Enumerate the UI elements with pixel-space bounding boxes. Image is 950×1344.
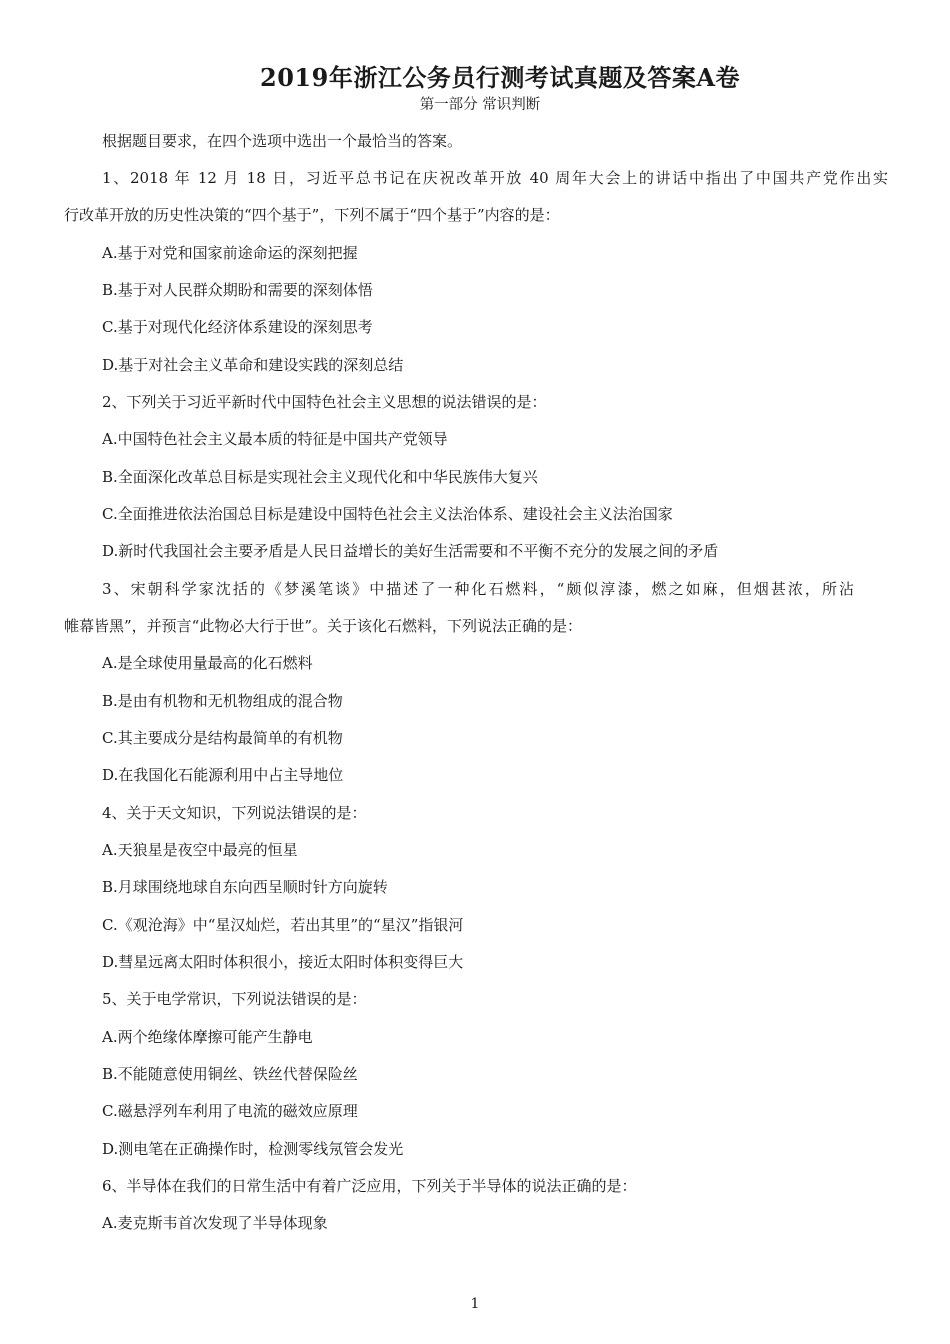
question-1-option-a: A.基于对党和国家前途命运的深刻把握 (102, 244, 358, 262)
question-3-option-b: B.是由有机物和无机物组成的混合物 (102, 692, 343, 710)
page-title: 2019年浙江公务员行测考试真题及答案A卷 (260, 63, 740, 92)
question-4-stem: 4、关于天文知识，下列说法错误的是： (102, 804, 367, 822)
question-2-option-b: B.全面深化改革总目标是实现社会主义现代化和中华民族伟大复兴 (102, 468, 538, 486)
question-1-option-b: B.基于对人民群众期盼和需要的深刻体悟 (102, 281, 373, 299)
question-4-option-d: D.彗星远离太阳时体积很小，接近太阳时体积变得巨大 (102, 953, 464, 971)
question-2-option-c: C.全面推进依法治国总目标是建设中国特色社会主义法治体系、建设社会主义法治国家 (102, 505, 673, 523)
question-2-option-d: D.新时代我国社会主要矛盾是人民日益增长的美好生活需要和不平衡不充分的发展之间的矛盾 (102, 542, 719, 560)
question-6-option-a: A.麦克斯韦首次发现了半导体现象 (102, 1214, 328, 1232)
section-subtitle: 第一部分 常识判断 (419, 97, 541, 113)
question-5-option-a: A.两个绝缘体摩擦可能产生静电 (102, 1028, 313, 1046)
question-1-stem: 1、2018 年 12 月 18 日，习近平总书记在庆祝改革开放 40 周年大会上的讲话中指出了中国共产党作出实 (102, 169, 888, 187)
question-1-option-c: C.基于对现代化经济体系建设的深刻思考 (102, 318, 373, 336)
question-3-option-a: A.是全球使用量最高的化石燃料 (102, 654, 313, 672)
question-5-option-b: B.不能随意使用铜丝、铁丝代替保险丝 (102, 1065, 358, 1083)
question-4-option-a: A.天狼星是夜空中最亮的恒星 (102, 841, 298, 859)
question-5-option-d: D.测电笔在正确操作时，检测零线氖管会发光 (102, 1140, 404, 1158)
question-4-option-b: B.月球围绕地球自东向西呈顺时针方向旋转 (102, 878, 388, 896)
question-5-option-c: C.磁悬浮列车利用了电流的磁效应原理 (102, 1102, 358, 1120)
question-5-stem: 5、关于电学常识，下列说法错误的是： (102, 990, 367, 1008)
question-1-option-d: D.基于对社会主义革命和建设实践的深刻总结 (102, 356, 404, 374)
question-1-stem-cont: 行改革开放的历史性决策的“四个基于”，下列不属于“四个基于”内容的是： (64, 206, 560, 224)
question-3-stem: 3、宋朝科学家沈括的《梦溪笔谈》中描述了一种化石燃料，“颇似淳漆，燃之如麻，但烟甚浓，所沾 (102, 580, 854, 598)
question-2-stem: 2、下列关于习近平新时代中国特色社会主义思想的说法错误的是： (102, 393, 547, 411)
page-number: 1 (470, 1296, 480, 1312)
question-3-option-d: D.在我国化石能源利用中占主导地位 (102, 766, 344, 784)
question-2-option-a: A.中国特色社会主义最本质的特征是中国共产党领导 (102, 430, 448, 448)
instruction-text: 根据题目要求，在四个选项中选出一个最恰当的答案。 (102, 132, 463, 150)
question-6-stem: 6、半导体在我们的日常生活中有着广泛应用，下列关于半导体的说法正确的是： (102, 1177, 637, 1195)
question-3-option-c: C.其主要成分是结构最简单的有机物 (102, 729, 343, 747)
question-3-stem-cont: 帷幕皆黑”，并预言“此物必大行于世”。关于该化石燃料，下列说法正确的是： (64, 617, 583, 635)
question-4-option-c: C.《观沧海》中“星汉灿烂，若出其里”的“星汉”指银河 (102, 916, 464, 934)
